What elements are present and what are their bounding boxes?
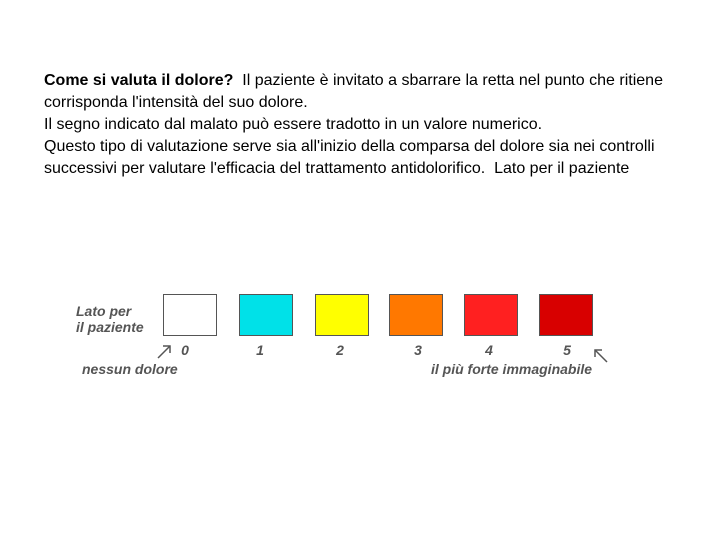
patient-side-label-line1: Lato per <box>76 303 132 319</box>
scale-number-2: 2 <box>336 342 344 358</box>
scale-number-0: 0 <box>181 342 189 358</box>
scale-box-2 <box>315 294 369 336</box>
scale-number-5: 5 <box>563 342 571 358</box>
scale-number-4: 4 <box>485 342 493 358</box>
description-body-1: Il paziente è invitato a sbarrare la retta nel punto che ritiene corrisponda l'intensità del suo dolore. <box>44 72 663 111</box>
scale-box-0 <box>163 294 217 336</box>
scale-box-3 <box>389 294 443 336</box>
description-body-2: Il segno indicato dal malato può essere tradotto in un valore numerico. <box>44 116 543 133</box>
min-pain-label: nessun dolore <box>82 361 178 377</box>
max-pain-label: il più forte immaginabile <box>431 361 593 377</box>
scale-number-1: 1 <box>256 342 264 358</box>
scale-box-4 <box>464 294 518 336</box>
arrow-up-left-icon <box>590 346 610 364</box>
scale-box-5 <box>539 294 593 336</box>
patient-side-label-line2: il paziente <box>76 319 144 335</box>
description-tail: Lato per il paziente <box>494 160 630 177</box>
arrow-up-right-icon <box>155 342 175 360</box>
patient-side-label <box>76 303 144 335</box>
description-lead: Come si valuta il dolore? <box>44 72 234 89</box>
scale-number-3: 3 <box>414 342 422 358</box>
description-body-3: Questo tipo di valutazione serve sia all'inizio della comparsa del dolore sia nei controlli successivi per valutare l'efficacia del trattamento antidolorifico. <box>44 138 655 177</box>
scale-box-1 <box>239 294 293 336</box>
